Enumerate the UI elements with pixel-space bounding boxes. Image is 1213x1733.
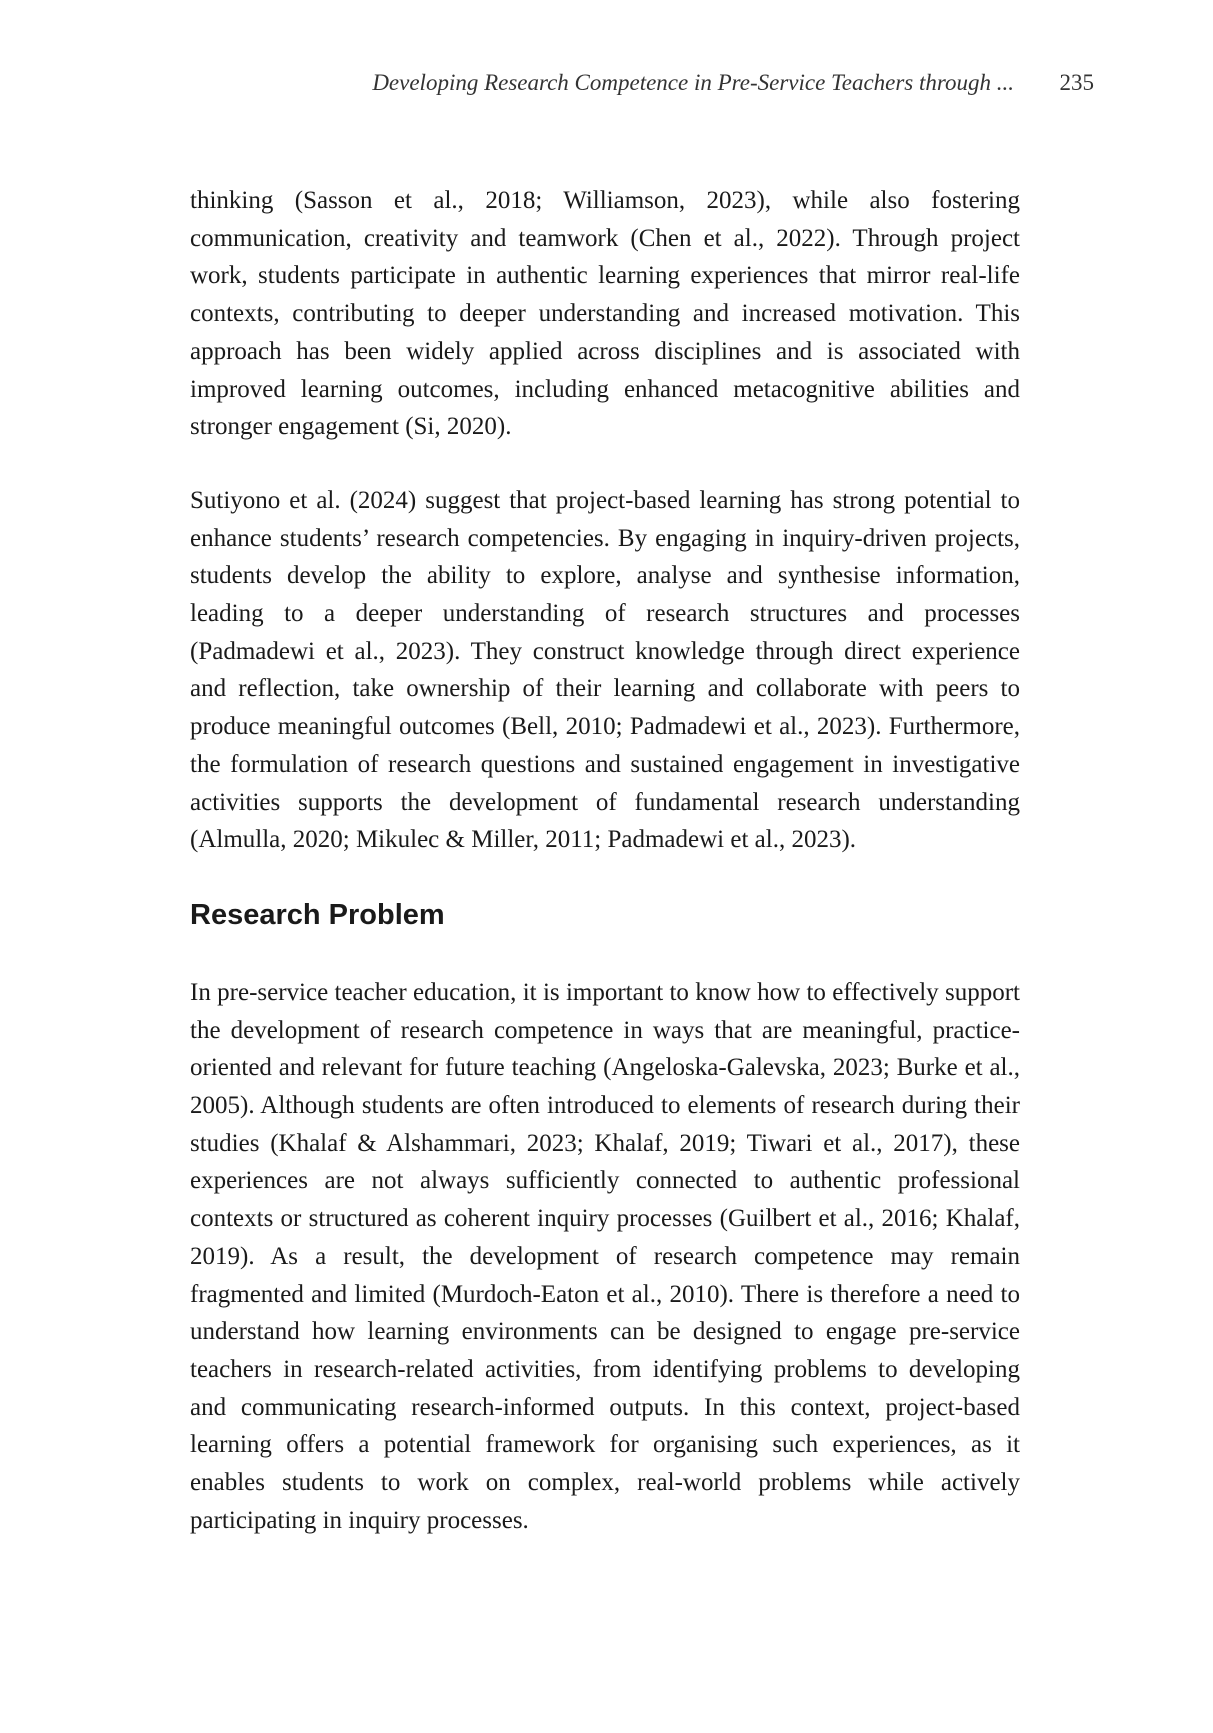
page-body [190, 182, 1020, 1540]
running-header [190, 70, 1094, 110]
running-title: Developing Research Competence in Pre-Service Teachers through ... [372, 70, 1014, 95]
section-heading: Research Problem [190, 898, 445, 931]
body-paragraph: thinking (Sasson et al., 2018; Williamson, 2023), while also fostering communication, creativity and teamwork (Chen et al., 2022). Through project work, students participate in authentic learning experiences that mirror real-life contexts, contributing to deeper understanding and increased motivation. This approach has been widely applied across disciplines and is associated with improved learning outcomes, including enhanced metacognitive abilities and stronger engagement (Si, 2020). [190, 187, 1020, 441]
page-number: 235 [1059, 70, 1094, 95]
body-paragraph: Sutiyono et al. (2024) suggest that project-based learning has strong potential to enhance students’ research competencies. By engaging in inquiry-driven projects, students develop the ability to explore, analyse and synthesise information, leading to a deeper understanding of research structures and processes (Padmadewi et al., 2023). They construct knowledge through direct experience and reflection, take ownership of their learning and collaborate with peers to produce meaningful outcomes (Bell, 2010; Padmadewi et al., 2023). Furthermore, the formulation of research questions and sustained engagement in investigative activities supports the development of fundamental research understanding (Almulla, 2020; Mikulec & Miller, 2011; Padmadewi et al., 2023). [190, 486, 1020, 854]
body-paragraph: In pre-service teacher education, it is important to know how to effectively support the development of research competence in ways that are meaningful, practice-oriented and relevant for future teaching (Angeloska-Galevska, 2023; Burke et al., 2005). Although students are often introduced to elements of research during their studies (Khalaf & Alshammari, 2023; Khalaf, 2019; Tiwari et al., 2017), these experiences are not always sufficiently connected to authentic professional contexts or structured as coherent inquiry processes (Guilbert et al., 2016; Khalaf, 2019). As a result, the development of research competence may remain fragmented and limited (Murdoch-Eaton et al., 2010). There is therefore a need to understand how learning environments can be designed to engage pre-service teachers in research-related activities, from identifying problems to developing and communicating research-informed outputs. In this context, project-based learning offers a potential framework for organising such experiences, as it enables students to work on complex, real-world problems while actively participating in inquiry processes. [190, 978, 1020, 1534]
